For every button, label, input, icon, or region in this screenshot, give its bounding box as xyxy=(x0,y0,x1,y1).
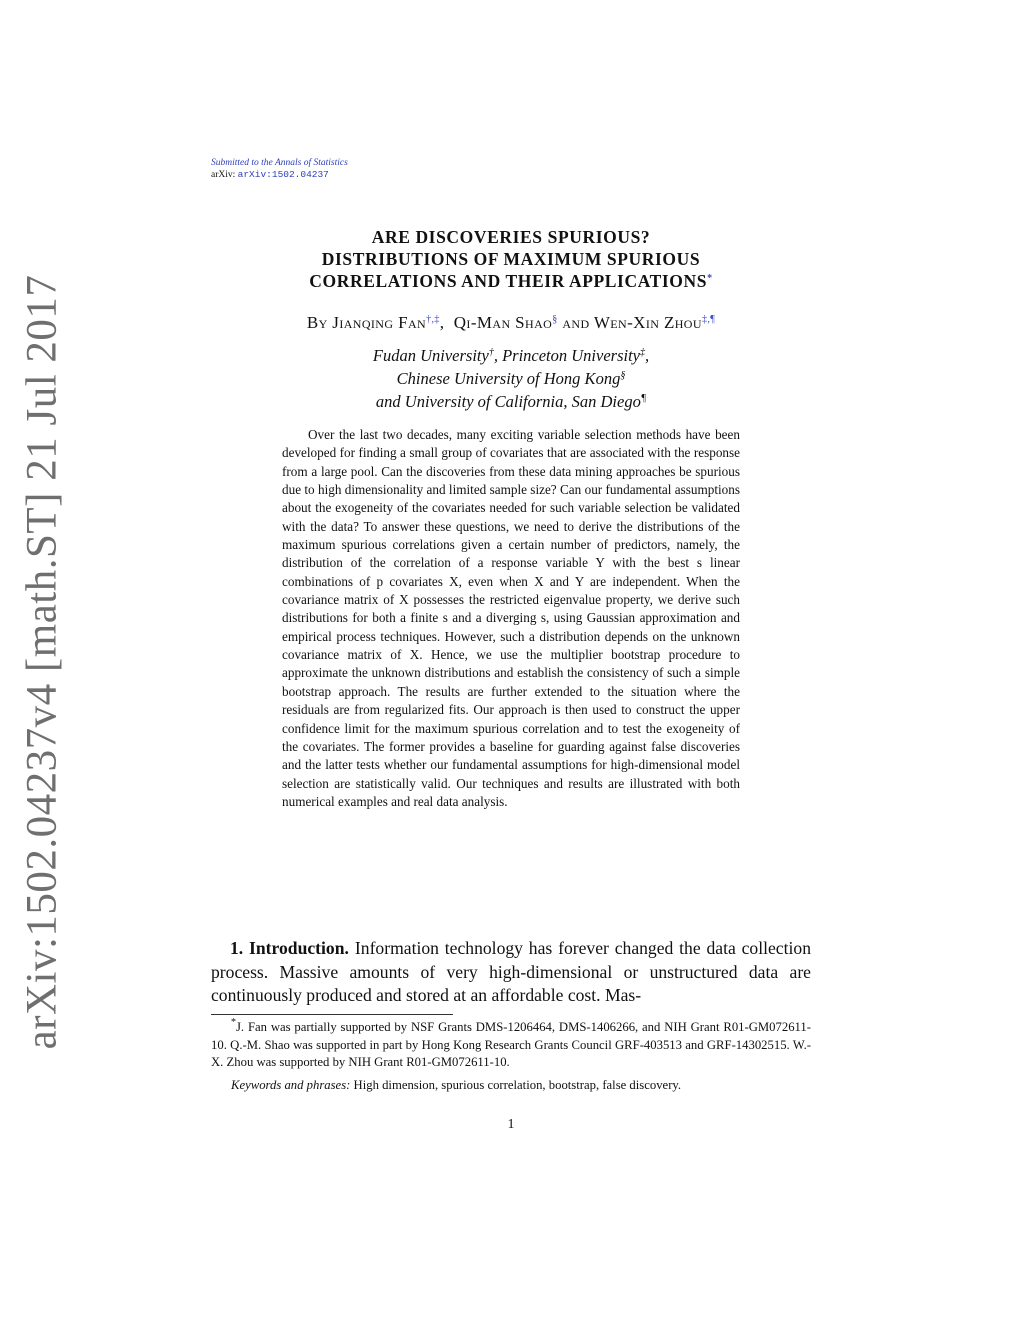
author-by: By xyxy=(306,313,328,332)
affiliation-text: and University of California, San Diego xyxy=(375,392,641,411)
affiliation-text: Fudan University xyxy=(372,346,489,365)
page-number: 1 xyxy=(507,1117,515,1132)
arxiv-id-link[interactable]: arXiv:1502.04237 xyxy=(237,169,329,180)
intro-text: Information technology has forever changed the data collection process. Massive amounts of very high-dimensional or unstructured data are continuously produced and stored at an affordable cost. Mas- xyxy=(211,938,811,1005)
funding-text: J. Fan was partially supported by NSF Grants DMS-1206464, DMS-1406266, and NIH Grant R01-GM072611-10. Q.-M. Shao was supported in part by Hong Kong Research Grants Council GRF-403513 and GRF-14302515. W.-X. Zhou was supported by NIH Grant R01-GM072611-10. xyxy=(211,1020,811,1070)
author-name: Jianqing Fan xyxy=(332,313,427,332)
arxiv-stamp: arXiv:1502.04237v4 [math.ST] 21 Jul 2017 xyxy=(18,274,66,1050)
author-separator: , xyxy=(439,313,445,332)
section-heading: 1. Introduction. xyxy=(230,938,349,958)
author-name: Wen-Xin Zhou xyxy=(593,313,702,332)
author-mark[interactable]: ‡,¶ xyxy=(701,314,716,325)
footnote-rule xyxy=(211,1014,453,1015)
intro-paragraph xyxy=(211,937,811,1008)
title-line: ARE DISCOVERIES SPURIOUS? xyxy=(371,227,651,247)
affiliation-mark: † xyxy=(488,347,494,358)
keywords xyxy=(211,1077,811,1095)
abstract-text: Over the last two decades, many exciting variable selection methods have been developed for finding a small group of covariates that are associated with the response from a large pool. Can the discoveries from these data mining approaches be spurious due to high dimensionality and limited sample size? Can our fundamental assumptions about the exogeneity of the covariates needed for such variable selection be validated with the data? To answer these questions, we need to derive the distributions of the maximum spurious correlations given a certain number of predictors, namely, the distribution of the correlation of a response variable Y with the best s linear combinations of p covariates X, even when X and Y are independent. When the covariance matrix of X possesses the restricted eigenvalue property, we derive such distributions for both a finite s and a diverging s, using Gaussian approximation and empirical process techniques. However, such a distribution depends on the unknown covariance matrix of X. Hence, we use the multiplier bootstrap procedure to approximate the unknown distributions and establish the consistency of such a simple bootstrap approach. The results are further extended to the situation where the residuals are from regularized fits. Our approach is then used to construct the upper confidence limit for the maximum spurious correlation and to test the exogeneity of the covariates. The former provides a baseline for guarding against false discoveries and the latter tests whether our fundamental assumptions for high-dimensional model selection are statistically valid. Our techniques and results are illustrated with both numerical examples and real data analysis. xyxy=(282,427,740,809)
affiliation-line xyxy=(211,367,811,390)
affiliation-text: Chinese University of Hong Kong xyxy=(396,369,621,388)
author-and: and xyxy=(562,313,590,332)
affiliation-line xyxy=(211,390,811,413)
affiliation-text: , xyxy=(644,346,650,365)
abstract xyxy=(282,426,740,811)
keywords-label: Keywords and phrases: xyxy=(231,1077,351,1092)
affiliation-mark: ‡ xyxy=(639,347,645,358)
affiliation-mark: § xyxy=(620,370,626,381)
author-name: Qi-Man Shao xyxy=(453,313,553,332)
affiliation-line xyxy=(211,344,811,367)
paper-title xyxy=(211,226,811,292)
title-line-text: CORRELATIONS AND THEIR APPLICATIONS xyxy=(309,271,708,291)
title-line: DISTRIBUTIONS OF MAXIMUM SPURIOUS xyxy=(321,249,701,269)
affiliation-mark: ¶ xyxy=(640,393,647,404)
affiliation-text: , Princeton University xyxy=(493,346,640,365)
submission-note xyxy=(211,157,348,181)
footnote-mark: * xyxy=(231,1017,236,1028)
funding-footnote xyxy=(211,1019,811,1072)
title-footnote-mark[interactable]: * xyxy=(707,273,713,284)
footnote xyxy=(211,1019,811,1094)
journal-link[interactable]: Submitted to the Annals of Statistics xyxy=(211,158,348,168)
title-line xyxy=(211,270,811,292)
author-mark[interactable]: †,‡ xyxy=(426,314,440,325)
author-list xyxy=(211,313,811,333)
affiliations xyxy=(211,344,811,413)
author-mark[interactable]: § xyxy=(552,314,558,325)
arxiv-prefix: arXiv: xyxy=(211,170,236,180)
keywords-text: High dimension, spurious correlation, bootstrap, false discovery. xyxy=(353,1077,682,1092)
arxiv-line xyxy=(211,169,348,181)
introduction-section xyxy=(211,937,811,1008)
